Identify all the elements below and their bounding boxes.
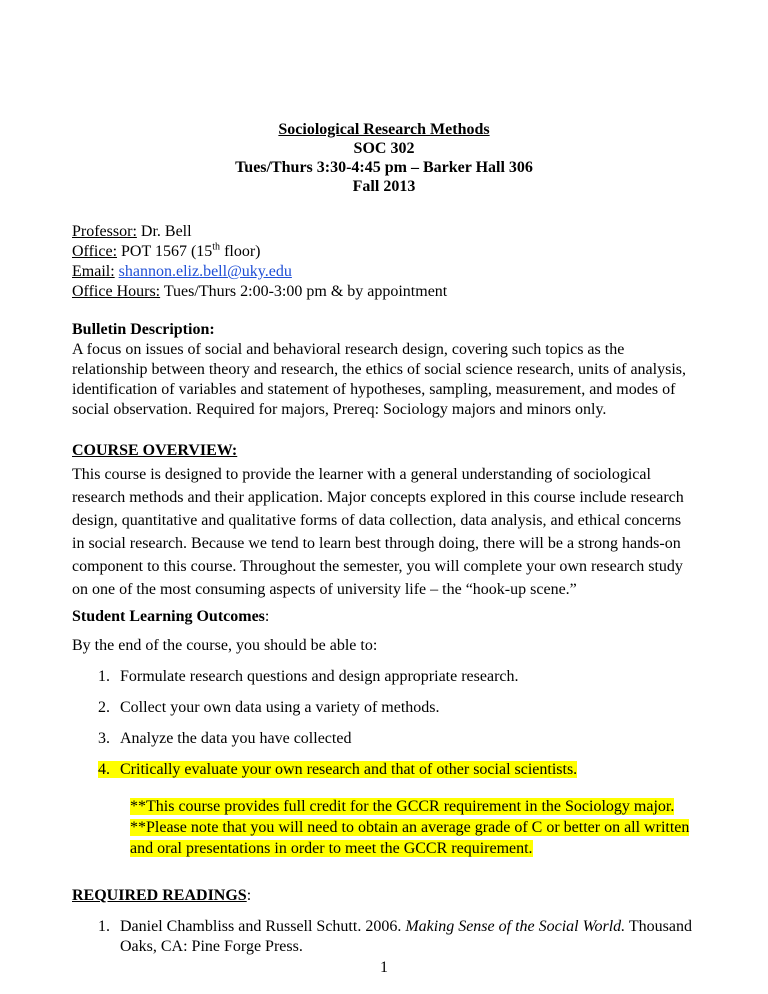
office-label: Office: (72, 243, 118, 260)
outcomes-heading-colon: : (264, 608, 270, 625)
overview-line: on one of the most consuming aspects of university life – the “hook-up scene.” (72, 581, 577, 598)
gccr-note-line (130, 797, 674, 816)
overview-line: research methods and their application. Major concepts explored in this course include research (72, 489, 684, 506)
office-value-sup: th (212, 241, 221, 253)
list-item-number: 3. (98, 730, 110, 747)
course-title: Sociological Research Methods (278, 121, 490, 138)
list-item-number: 4. (98, 761, 110, 778)
overview-line: in social research. Because we tend to learn best through doing, there will be a strong hands-on (72, 535, 681, 552)
email-line (72, 262, 292, 281)
professor-line (72, 222, 192, 241)
office-value-post: floor) (220, 243, 261, 260)
list-item-text: Critically evaluate your own research and that of other social scientists. (120, 761, 578, 778)
list-item-text: Analyze the data you have collected (120, 730, 352, 747)
office-hours-label: Office Hours: (72, 283, 161, 300)
office-line (72, 242, 261, 261)
list-item (98, 698, 439, 717)
readings-heading-text: REQUIRED READINGS (72, 887, 247, 904)
professor-value: Dr. Bell (136, 223, 192, 240)
bulletin-line: relationship between theory and research, the ethics of social science research, units of analysis, (72, 361, 686, 378)
email-link[interactable]: shannon.eliz.bell@uky.edu (118, 263, 292, 280)
list-item-number: 2. (98, 699, 110, 716)
bulletin-heading: Bulletin Description: (72, 321, 215, 338)
readings-heading-colon: : (246, 887, 252, 904)
list-item (98, 667, 519, 686)
gccr-note-text: **Please note that you will need to obtain an average grade of C or better on all written (130, 819, 690, 836)
overview-line: This course is designed to provide the learner with a general understanding of sociological (72, 466, 651, 483)
page-number: 1 (380, 959, 388, 976)
email-label: Email: (72, 263, 115, 280)
list-item (98, 729, 351, 748)
reading-authors: Daniel Chambliss and Russell Schutt. 2006. (120, 918, 406, 935)
office-hours-value: Tues/Thurs 2:00-3:00 pm & by appointment (160, 283, 448, 300)
overview-heading: COURSE OVERVIEW: (72, 442, 238, 459)
overview-line: design, quantitative and qualitative forms of data collection, data analysis, and ethical concerns (72, 512, 682, 529)
list-item-number: 1. (98, 668, 110, 685)
professor-label: Professor: (72, 223, 137, 240)
office-hours-line (72, 282, 447, 301)
bulletin-line: social observation. Required for majors, Prereq: Sociology majors and minors only. (72, 401, 607, 418)
list-item-text: Collect your own data using a variety of methods. (120, 699, 440, 716)
bulletin-line: A focus on issues of social and behavioral research design, covering such topics as the (72, 341, 625, 358)
outcomes-heading (72, 607, 269, 626)
reading-item-number: 1. (98, 918, 110, 935)
office-value: POT 1567 (15 (117, 243, 213, 260)
gccr-note-text: **This course provides full credit for the GCCR requirement in the Sociology major. (130, 798, 675, 815)
gccr-note-text: and oral presentations in order to meet the GCCR requirement. (130, 840, 533, 857)
gccr-note-line (130, 818, 689, 837)
list-item-highlighted (98, 760, 577, 779)
course-schedule: Tues/Thurs 3:30-4:45 pm – Barker Hall 306 (235, 159, 533, 176)
course-code: SOC 302 (353, 140, 415, 157)
reading-publisher-start: Thousand (625, 918, 692, 935)
readings-heading (72, 886, 251, 905)
reading-title: Making Sense of the Social World. (405, 918, 626, 935)
overview-line: component to this course. Throughout the semester, you will complete your own research study (72, 558, 683, 575)
outcomes-heading-text: Student Learning Outcomes (72, 608, 265, 625)
course-term: Fall 2013 (352, 178, 416, 195)
reading-item-continued: Oaks, CA: Pine Forge Press. (120, 938, 303, 955)
bulletin-line: identification of variables and statement of hypotheses, sampling, measurement, and modes of (72, 381, 676, 398)
list-item-text: Formulate research questions and design appropriate research. (120, 668, 519, 685)
reading-item (98, 917, 692, 936)
outcomes-intro: By the end of the course, you should be able to: (72, 637, 378, 654)
gccr-note-line (130, 839, 533, 858)
